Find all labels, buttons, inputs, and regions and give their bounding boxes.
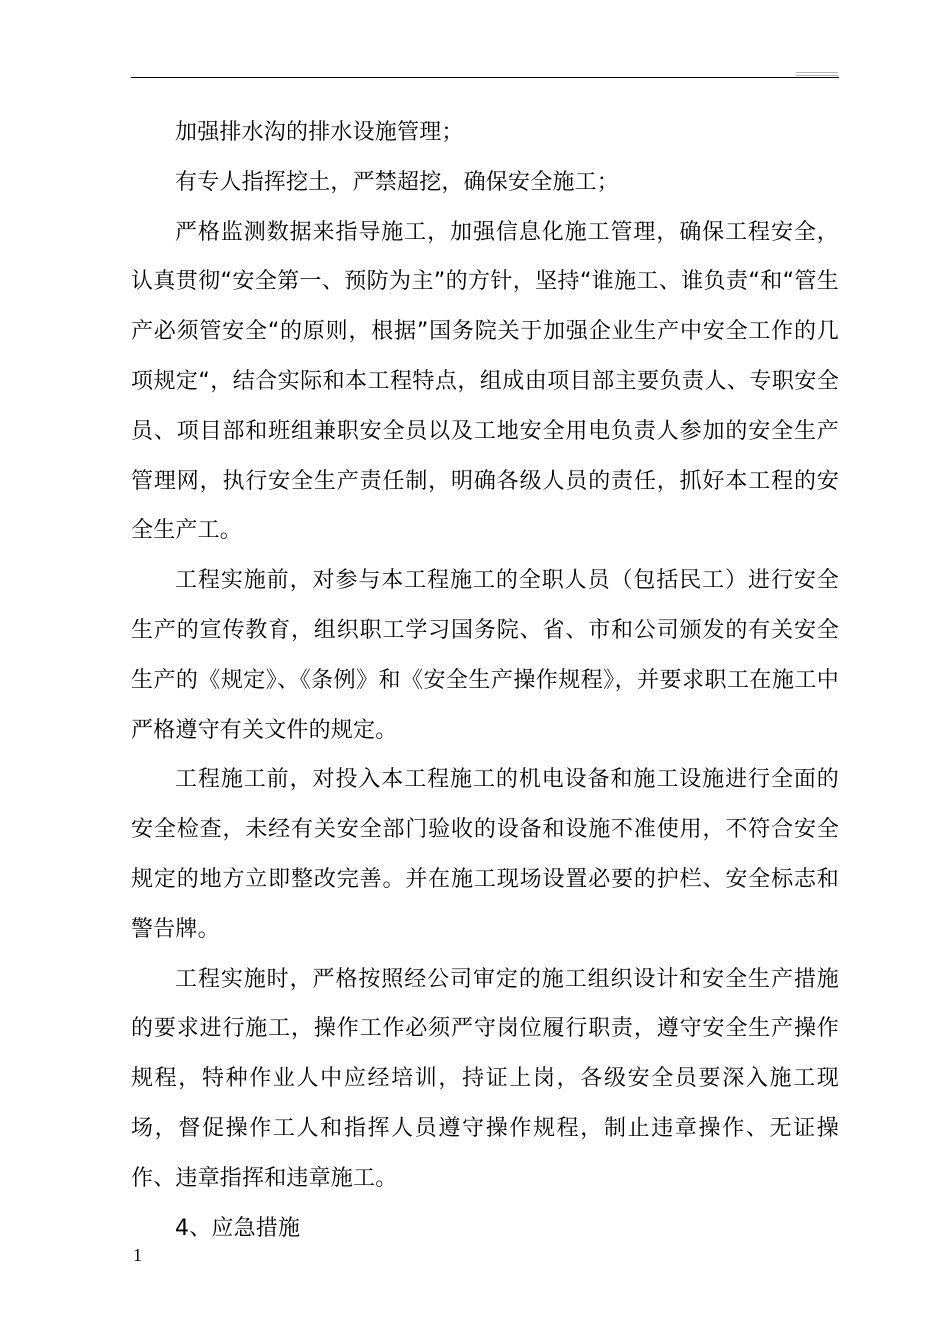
paragraph-safety-management: 严格监测数据来指导施工，加强信息化施工管理，确保工程安全，认真贯彻“安全第一、预防为主”的方针，坚持“谁施工、谁负责“和“管生产必须管安全“的原则，根据”国务院关于加强企业生产中安全工作的几项规定“，结合实际和本工程特点，组成由项目部主要负责人、专职安全员、项目部和班组兼职安全员以及工地安全用电负责人参加的安全生产管理网，执行安全生产责任制，明确各级人员的责任，抓好本工程的安全生产工。 [131,219,839,544]
paragraph-excavation: 有专人指挥挖土，严禁超挖，确保安全施工； [175,169,620,195]
header-mark [796,75,838,76]
page-number: 1 [133,1245,142,1265]
section-heading-emergency: 4、应急措施 [175,1215,301,1241]
header-mark [796,72,838,73]
paragraph-safety-education: 工程实施前，对参与本工程施工的全职人员（包括民工）进行安全生产的宣传教育，组织职工学习国务院、省、市和公司颁发的有关安全生产的《规定》、《条例》和《安全生产操作规程》，并要求职工在施工中严格遵守有关文件的规定。 [131,568,839,743]
paragraph-drainage: 加强排水沟的排水设施管理； [175,120,464,145]
document-body [131,108,839,1253]
paragraph-construction-rules: 工程实施时，严格按照经公司审定的施工组织设计和安全生产措施的要求进行施工，操作工作必须严守岗位履行职责，遵守安全生产操作规程，特种作业人中应经培训，持证上岗，各级安全员要深入施工现场，督促操作工人和指挥人员遵守操作规程，制止违章操作、无证操作、违章指挥和违章施工。 [131,966,839,1191]
header-rule [131,77,839,78]
paragraph-equipment-inspection: 工程施工前，对投入本工程施工的机电设备和施工设施进行全面的安全检查，未经有关安全部门验收的设备和设施不准使用，不符合安全规定的地方立即整改完善。并在施工现场设置必要的护栏、安全标志和警告牌。 [131,767,839,942]
